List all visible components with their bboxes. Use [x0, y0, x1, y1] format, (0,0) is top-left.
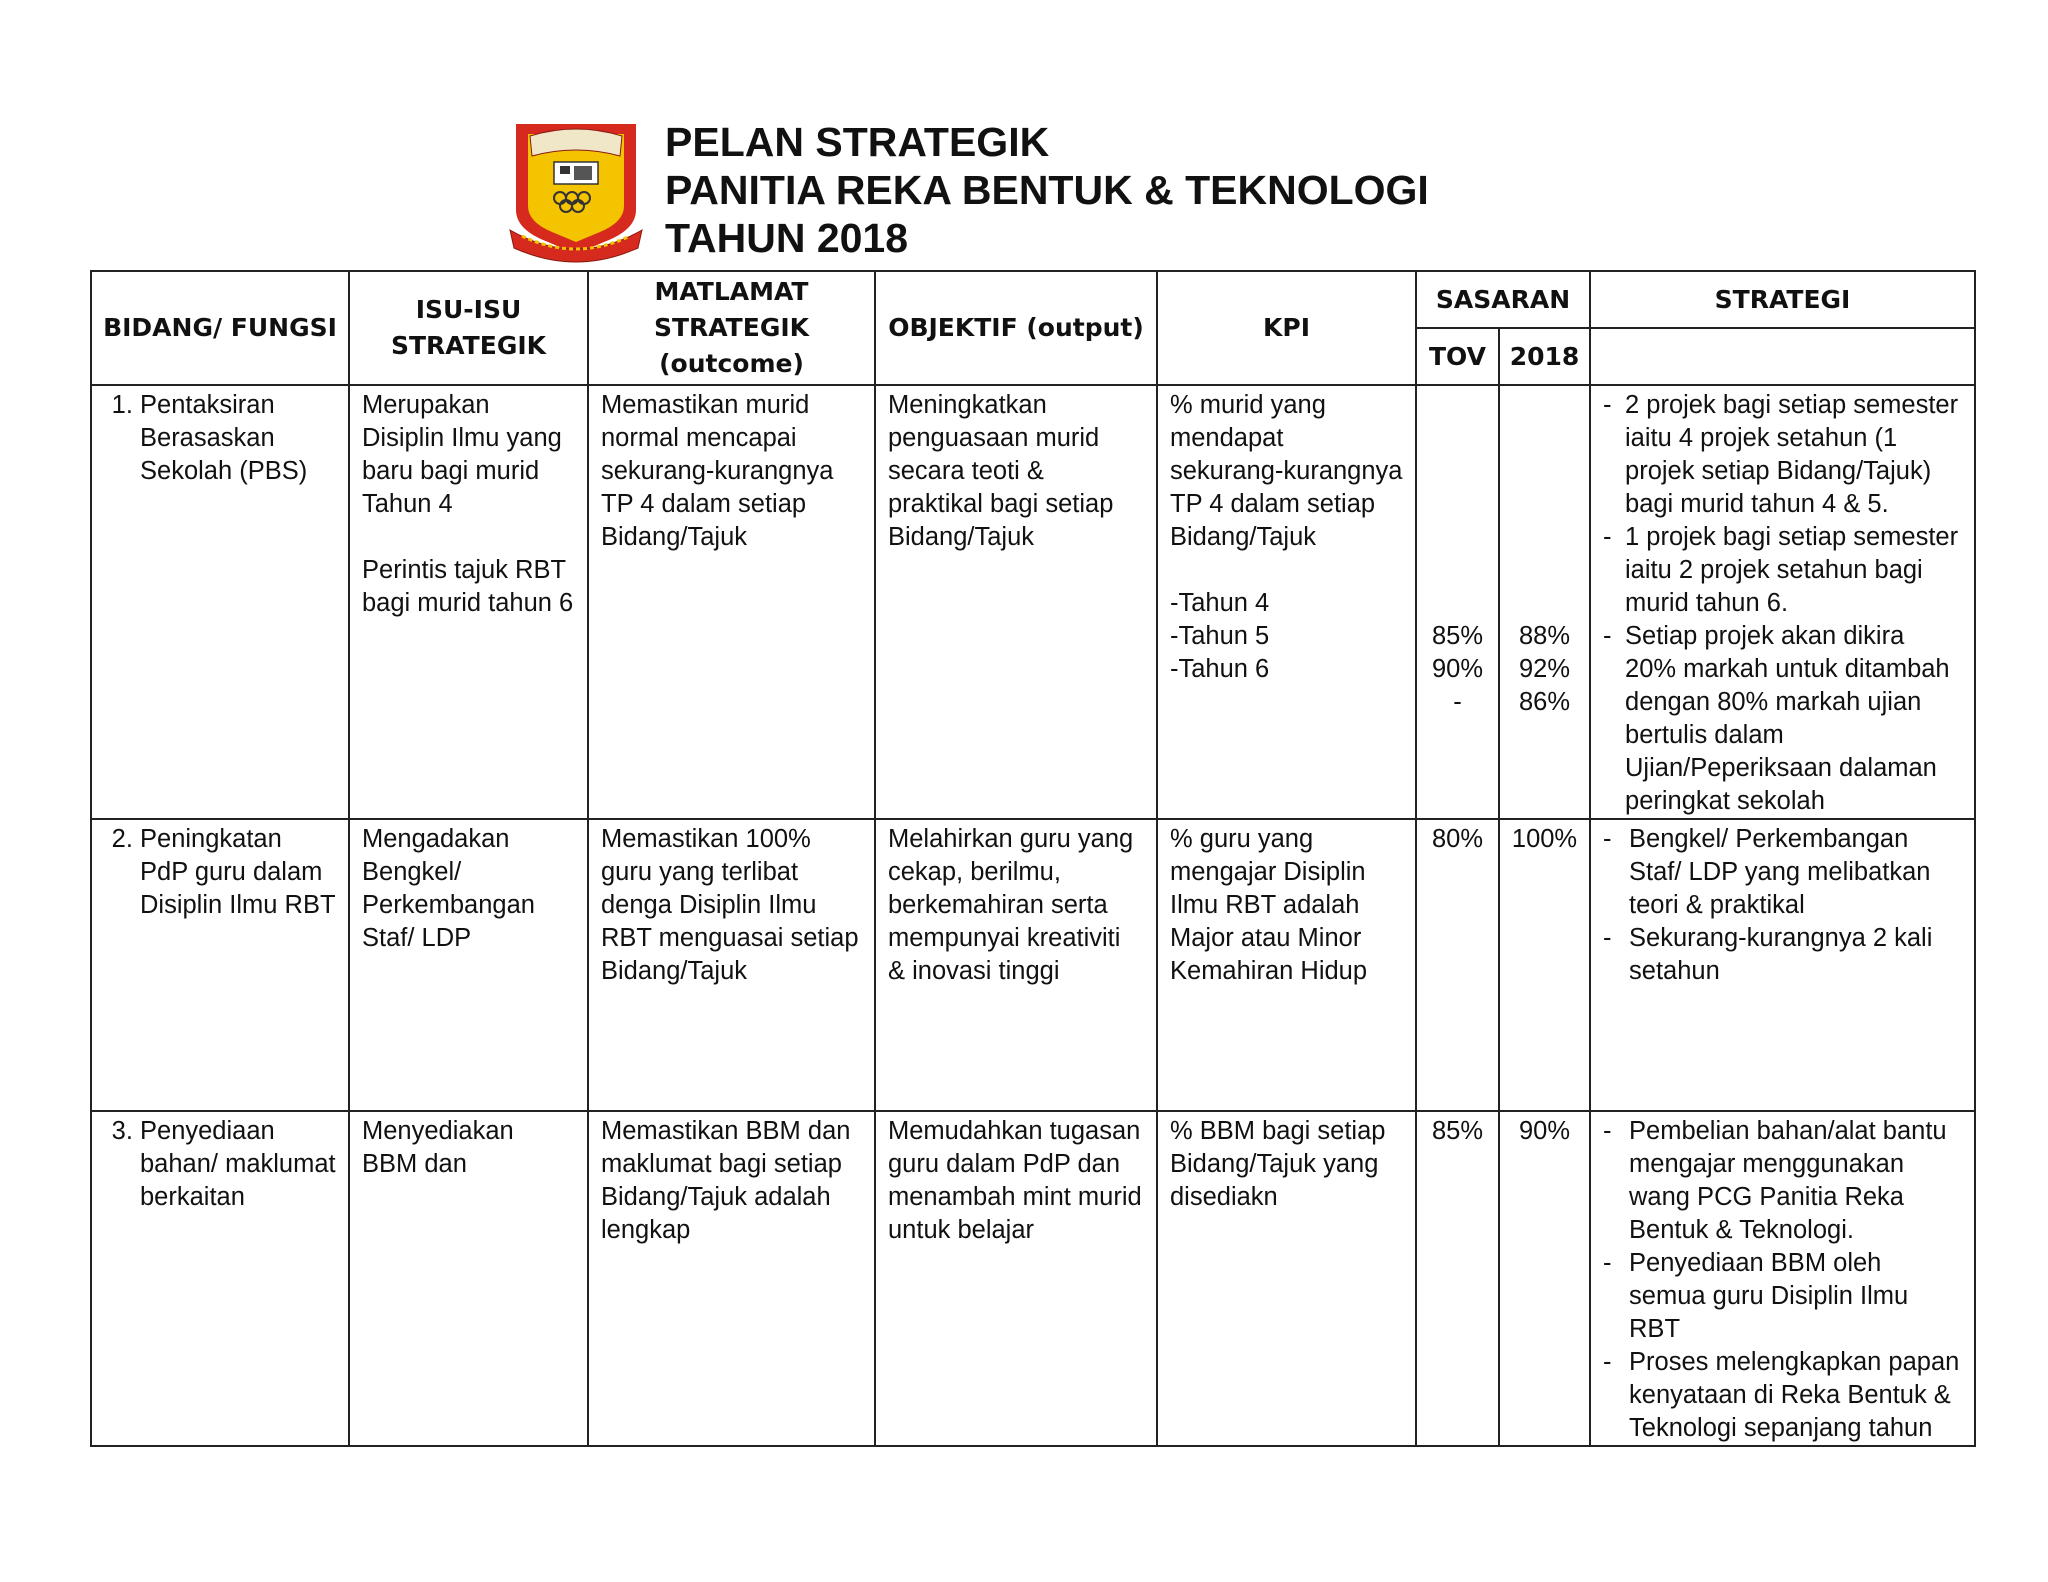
- tov-value: 90%: [1431, 655, 1484, 683]
- cell-kpi: [1157, 385, 1416, 819]
- tov-value: 85%: [1431, 622, 1484, 650]
- objektif-text: Meningkatkan penguasaan murid secara teoti & praktikal bagi setiap Bidang/Tajuk: [888, 391, 1114, 551]
- document-title: [665, 118, 1429, 262]
- cell-isu: [349, 385, 588, 819]
- isu-text: Mengadakan Bengkel/ Perkembangan Staf/ LDP: [362, 825, 535, 952]
- cell-objektif: [875, 819, 1157, 1111]
- cell-target: [1499, 385, 1590, 819]
- tov-value: 85%: [1431, 1117, 1484, 1145]
- title-line-1: PELAN STRATEGIK: [665, 119, 1050, 165]
- bidang-item: 3. Penyediaan bahan/ maklumat berkaitan: [140, 1115, 336, 1214]
- kpi-sub-3: -Tahun 6: [1170, 655, 1270, 683]
- kpi-text: % BBM bagi setiap Bidang/Tajuk yang disediakn: [1170, 1117, 1386, 1211]
- table-row: [91, 1111, 1975, 1446]
- cell-target: [1499, 819, 1590, 1111]
- strategi-item: - Sekurang-kurangnya 2 kali setahun: [1591, 922, 1962, 988]
- cell-tov: [1416, 1111, 1499, 1446]
- target-value: 86%: [1518, 688, 1571, 716]
- strategi-item: - Setiap projek akan dikira 20% markah untuk ditambah dengan 80% markah ujian bertulis dalam Ujian/Peperiksaan dalaman peringkat sekolah: [1591, 620, 1962, 818]
- title-line-3: TAHUN 2018: [665, 215, 909, 261]
- strategi-item: - Penyediaan BBM oleh semua guru Disiplin Ilmu RBT: [1591, 1247, 1962, 1346]
- matlamat-text: Memastikan 100% guru yang terlibat denga Disiplin Ilmu RBT menguasai setiap Bidang/Tajuk: [601, 825, 859, 985]
- header-tov: TOV: [1416, 328, 1499, 385]
- cell-objektif: [875, 1111, 1157, 1446]
- header-sasaran: SASARAN: [1416, 271, 1590, 328]
- objektif-text: Memudahkan tugasan guru dalam PdP dan menambah mint murid untuk belajar: [888, 1117, 1142, 1244]
- cell-strategi: [1590, 385, 1975, 819]
- cell-tov: [1416, 385, 1499, 819]
- table-row: [91, 819, 1975, 1111]
- isu-text-1: Merupakan Disiplin Ilmu yang baru bagi murid Tahun 4: [362, 391, 562, 518]
- tov-value: 80%: [1431, 825, 1484, 853]
- bidang-item: 2. Peningkatan PdP guru dalam Disiplin Ilmu RBT: [140, 823, 336, 922]
- target-value: 100%: [1511, 825, 1578, 853]
- cell-kpi: [1157, 1111, 1416, 1446]
- cell-isu: [349, 819, 588, 1111]
- cell-objektif: [875, 385, 1157, 819]
- table-row: [91, 385, 1975, 819]
- target-value: 92%: [1518, 655, 1571, 683]
- bidang-item: 1. Pentaksiran Berasaskan Sekolah (PBS): [140, 389, 336, 488]
- cell-target: [1499, 1111, 1590, 1446]
- strategi-item: - 2 projek bagi setiap semester iaitu 4 projek setahun (1 projek setiap Bidang/Tajuk) bagi murid tahun 4 & 5.: [1591, 389, 1962, 521]
- cell-bidang: [91, 819, 349, 1111]
- isu-text: Menyediakan BBM dan: [362, 1117, 514, 1178]
- cell-bidang: [91, 385, 349, 819]
- cell-tov: [1416, 819, 1499, 1111]
- target-value: 90%: [1518, 1117, 1571, 1145]
- kpi-text: % guru yang mengajar Disiplin Ilmu RBT adalah Major atau Minor Kemahiran Hidup: [1170, 825, 1368, 985]
- matlamat-text: Memastikan murid normal mencapai sekurang-kurangnya TP 4 dalam setiap Bidang/Tajuk: [601, 391, 834, 551]
- header-kpi: KPI: [1157, 271, 1416, 385]
- header-year: 2018: [1499, 328, 1590, 385]
- isu-text-2: Perintis tajuk RBT bagi murid tahun 6: [362, 556, 574, 617]
- kpi-text: % murid yang mendapat sekurang-kurangnya TP 4 dalam setiap Bidang/Tajuk: [1170, 391, 1403, 551]
- cell-matlamat: [588, 385, 875, 819]
- header-matlamat: [588, 271, 875, 385]
- header-strategi-blank: [1590, 328, 1975, 385]
- header-isu-text: ISU-ISU STRATEGIK: [390, 295, 547, 360]
- strategic-plan-table: [90, 270, 1976, 1447]
- cell-matlamat: [588, 1111, 875, 1446]
- strategi-item: - Proses melengkapkan papan kenyataan di Reka Bentuk & Teknologi sepanjang tahun: [1591, 1346, 1962, 1445]
- header-bidang: BIDANG/ FUNGSI: [91, 271, 349, 385]
- cell-kpi: [1157, 819, 1416, 1111]
- header-matlamat-text: MATLAMAT STRATEGIK (outcome): [653, 277, 810, 378]
- header-isu: [349, 271, 588, 385]
- header-strategi: STRATEGI: [1590, 271, 1975, 328]
- strategi-item: - Pembelian bahan/alat bantu mengajar menggunakan wang PCG Panitia Reka Bentuk & Teknologi.: [1591, 1115, 1962, 1247]
- cell-bidang: [91, 1111, 349, 1446]
- strategi-item: - 1 projek bagi setiap semester iaitu 2 projek setahun bagi murid tahun 6.: [1591, 521, 1962, 620]
- school-crest-logo: [508, 118, 644, 263]
- cell-matlamat: [588, 819, 875, 1111]
- cell-strategi: [1590, 819, 1975, 1111]
- kpi-sub-1: -Tahun 4: [1170, 589, 1270, 617]
- kpi-sub-2: -Tahun 5: [1170, 622, 1270, 650]
- tov-value: -: [1453, 688, 1462, 716]
- title-line-2: PANITIA REKA BENTUK & TEKNOLOGI: [665, 167, 1429, 213]
- cell-isu: [349, 1111, 588, 1446]
- matlamat-text: Memastikan BBM dan maklumat bagi setiap Bidang/Tajuk adalah lengkap: [601, 1117, 851, 1244]
- header-objektif: OBJEKTIF (output): [875, 271, 1157, 385]
- strategi-item: - Bengkel/ Perkembangan Staf/ LDP yang melibatkan teori & praktikal: [1591, 823, 1962, 922]
- objektif-text: Melahirkan guru yang cekap, berilmu, berkemahiran serta mempunyai kreativiti & inovasi tinggi: [888, 825, 1134, 985]
- cell-strategi: [1590, 1111, 1975, 1446]
- target-value: 88%: [1518, 622, 1571, 650]
